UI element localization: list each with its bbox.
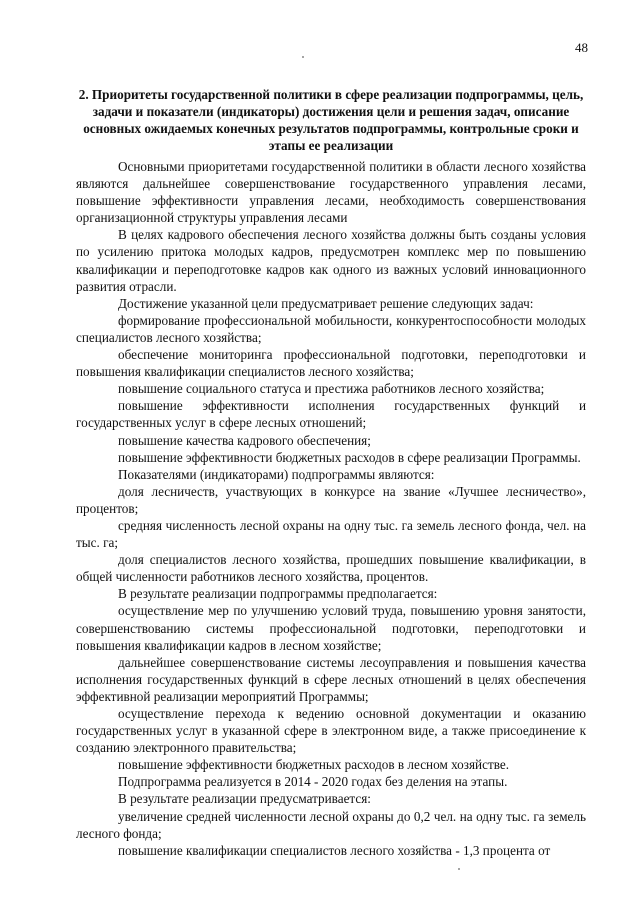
scan-speck xyxy=(302,56,304,58)
paragraph: доля лесничеств, участвующих в конкурсе на звание «Лучшее лесничество», процентов; xyxy=(76,483,586,516)
paragraph: повышение эффективности бюджетных расходов в сфере реализации Программы. xyxy=(118,449,581,465)
page-number: 48 xyxy=(575,40,588,55)
paragraph: В результате реализации подпрограммы предполагается: xyxy=(118,586,438,602)
paragraph: повышение квалификации специалистов лесного хозяйства - 1,3 процента от xyxy=(118,842,551,858)
paragraph: увеличение средней численности лесной охраны до 0,2 чел. на одну тыс. га земель лесного фонда; xyxy=(76,808,586,841)
paragraph: обеспечение мониторинга профессиональной подготовки, переподготовки и повышения квалификации специалистов лесного хозяйства; xyxy=(76,347,586,380)
paragraph: осуществление мер по улучшению условий труда, повышению уровня занятости, совершенствованию системы профессиональной подготовки, переподготовки и повышения квалификации кадров в лесном хозяйстве; xyxy=(76,603,586,653)
paragraph: повышение качества кадрового обеспечения; xyxy=(118,432,371,448)
paragraph: Достижение указанной цели предусматривает решение следующих задач: xyxy=(118,295,534,311)
paragraph: средняя численность лесной охраны на одну тыс. га земель лесного фонда, чел. на тыс. га; xyxy=(76,517,586,551)
paragraph: Показателями (индикаторами) подпрограммы являются: xyxy=(118,466,435,482)
body-text xyxy=(76,158,586,859)
paragraph: повышение социального статуса и престижа работников лесного хозяйства; xyxy=(118,381,545,397)
paragraph: формирование профессиональной мобильности, конкурентоспособности молодых специалистов лесного хозяйства; xyxy=(76,312,586,345)
scan-speck xyxy=(458,868,460,870)
section-heading: 2. Приоритеты государственной политики в сфере реализации подпрограммы, цель, задачи и показатели (индикаторы) достижения цели и решения задач, описание основных ожидаемых конечных результатов подпрограммы, контрольные сроки и этапы ее реализации xyxy=(78,87,584,153)
paragraph: Подпрограмма реализуется в 2014 - 2020 годах без деления на этапы. xyxy=(118,774,508,790)
paragraph: осуществление перехода к ведению основной документации и оказанию государственных услуг в указанной сфере в электронном виде, а также присоединение к созданию электронного правительства; xyxy=(76,706,586,756)
paragraph: повышение эффективности исполнения государственных функций и государственных услуг в сфере лесных отношений; xyxy=(76,398,586,431)
paragraph: В результате реализации предусматривается: xyxy=(118,791,371,807)
paragraph: доля специалистов лесного хозяйства, прошедших повышение квалификации, в общей численности работников лесного хозяйства, процентов. xyxy=(76,552,586,585)
paragraph: Основными приоритетами государственной политики в области лесного хозяйства являются дальнейшее совершенствование государственного управления лесами, повышение эффективности управления лесами, необходимость совершенствования организационной структуры управления лесами xyxy=(76,159,586,226)
paragraph: В целях кадрового обеспечения лесного хозяйства должны быть созданы условия по усилению притока молодых кадров, предусмотрен комплекс мер по повышению квалификации и переподготовке кадров как одного из важных условий инновационного развития отрасли. xyxy=(76,227,586,294)
paragraph: повышение эффективности бюджетных расходов в лесном хозяйстве. xyxy=(118,757,510,773)
paragraph: дальнейшее совершенствование системы лесоуправления и повышения качества исполнения государственных функций в сфере лесных отношений в целях обеспечения эффективной реализации мероприятий Программы; xyxy=(76,654,586,704)
